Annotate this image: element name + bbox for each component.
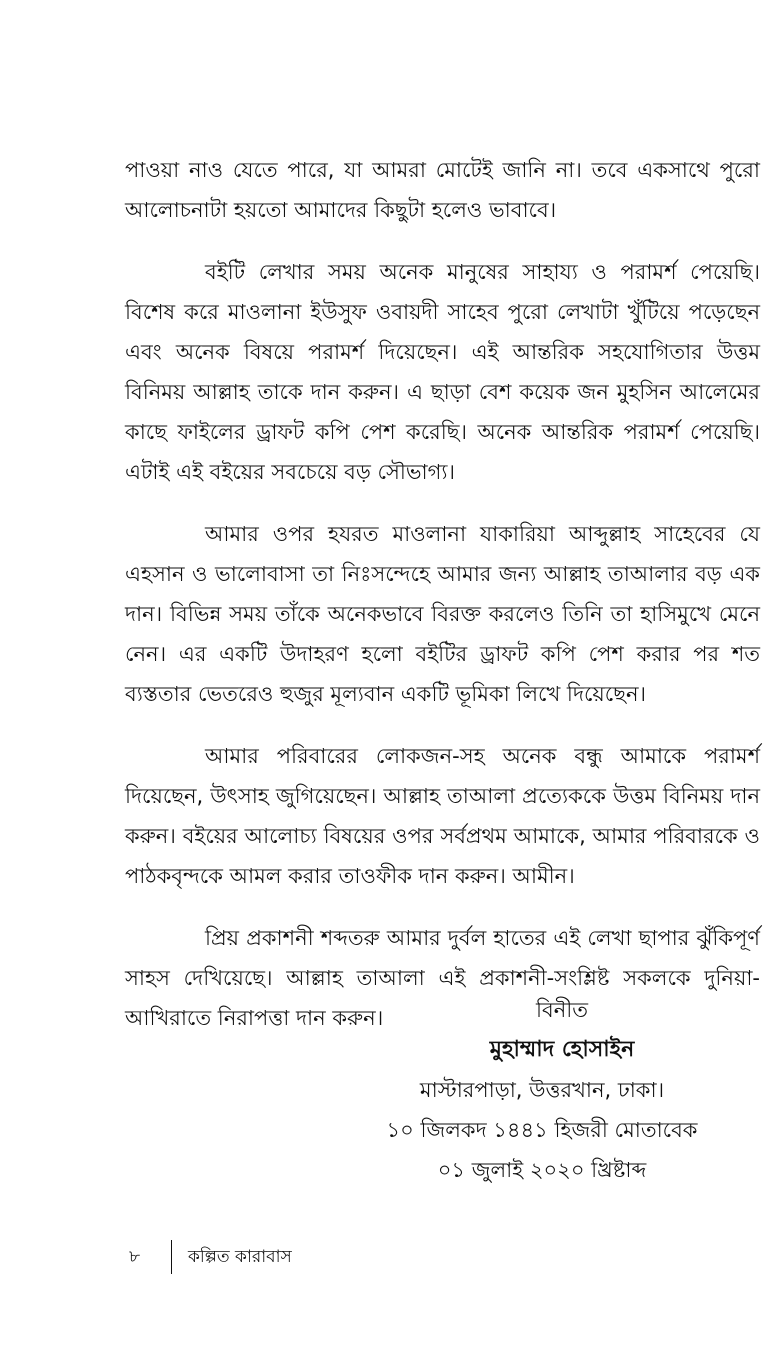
signature-name: মুহাম্মাদ হোসাইন xyxy=(489,1037,635,1062)
signature-gregorian-date: ০১ জুলাই ২০২০ খ্রিষ্টাব্দ xyxy=(437,1158,647,1182)
signature-block xyxy=(342,990,742,1190)
paragraph-acknowledgement-publisher: প্রিয় প্রকাশনী শব্দতরু আমার দুর্বল হাতের এই লেখা ছাপার ঝুঁকিপূর্ণ সাহস দেখিয়েছে। আল্লাহ তাআলা এই প্রকাশনী-সংশ্লিষ্ট সকলকে দুনিয়া-আখিরাতে নিরাপত্তা দান করুন। xyxy=(125,926,760,1030)
footer-divider xyxy=(171,1240,172,1274)
body-text xyxy=(125,150,760,1060)
paragraph-acknowledgement-family: আমার পরিবারের লোকজন-সহ অনেক বন্ধু আমাকে পরামর্শ দিয়েছেন, উৎসাহ জুগিয়েছেন। আল্লাহ তাআলা প্রত্যেককে উত্তম বিনিময় দান করুন। বইয়ের আলোচ্য বিষয়ের ওপর সর্বপ্রথম আমাকে, আমার পরিবারকে ও পাঠকবৃন্দকে আমল করার তাওফীক দান করুন। আমীন। xyxy=(125,744,760,888)
running-book-title: কল্পিত কারাবাস xyxy=(188,1247,292,1267)
page-footer xyxy=(125,1240,292,1274)
page-number: ৮ xyxy=(129,1247,141,1267)
signature-closing: বিনীত xyxy=(536,998,588,1022)
paragraph-acknowledgement-teacher: আমার ওপর হযরত মাওলানা যাকারিয়া আব্দুল্লাহ সাহেবের যে এহসান ও ভালোবাসা তা নিঃসন্দেহে আমার জন্য আল্লাহ তাআলার বড় এক দান। বিভিন্ন সময় তাঁকে অনেকভাবে বিরক্ত করলেও তিনি তা হাসিমুখে মেনে নেন। এর একটি উদাহরণ হলো বইটির ড্রাফট কপি পেশ করার পর শত ব্যস্ততার ভেতরেও হুজুর মূল্যবান একটি ভূমিকা লিখে দিয়েছেন। xyxy=(125,522,760,706)
paragraph-acknowledgement-help: বইটি লেখার সময় অনেক মানুষের সাহায্য ও পরামর্শ পেয়েছি। বিশেষ করে মাওলানা ইউসুফ ওবায়দী সাহেব পুরো লেখাটা খুঁটিয়ে পড়েছেন এবং অনেক বিষয়ে পরামর্শ দিয়েছেন। এই আন্তরিক সহযোগিতার উত্তম বিনিময় আল্লাহ তাকে দান করুন। এ ছাড়া বেশ কয়েক জন মুহসিন আলেমের কাছে ফাইলের ড্রাফট কপি পেশ করেছি। অনেক আন্তরিক পরামর্শ পেয়েছি। এটাই এই বইয়ের সবচেয়ে বড় সৌভাগ্য। xyxy=(125,260,760,484)
signature-hijri-date: ১০ জিলকদ ১৪৪১ হিজরী মোতাবেক xyxy=(386,1118,698,1142)
paragraph-continuation: পাওয়া নাও যেতে পারে, যা আমরা মোটেই জানি না। তবে একসাথে পুরো আলোচনাটা হয়তো আমাদের কিছুটা হলেও ভাবাবে। xyxy=(125,158,760,222)
signature-address: মাস্টারপাড়া, উত্তরখান, ঢাকা। xyxy=(419,1078,665,1102)
